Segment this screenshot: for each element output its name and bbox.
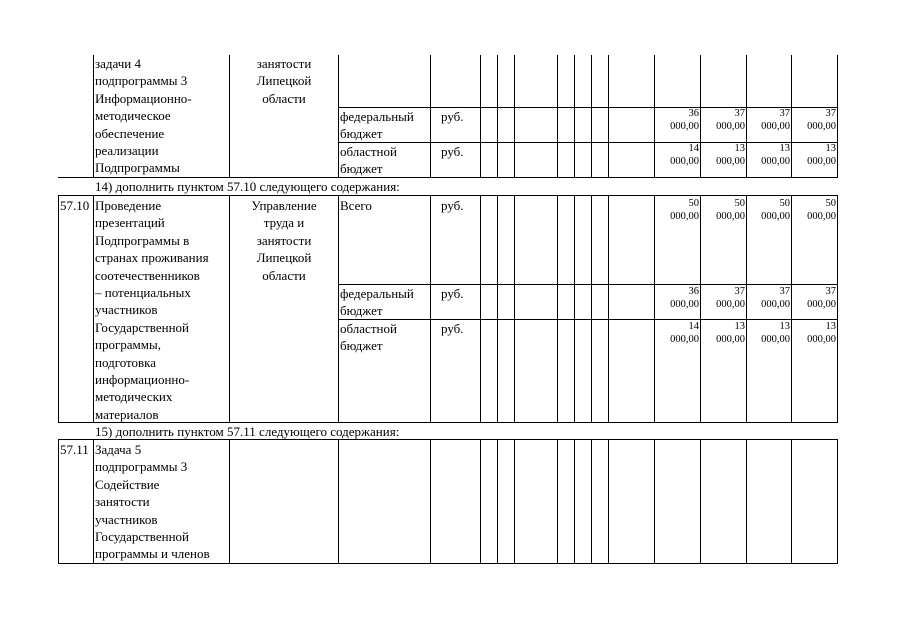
grid-line bbox=[338, 55, 339, 178]
executor-line: занятости bbox=[256, 232, 312, 248]
value-cell: 50 bbox=[779, 198, 790, 209]
grid-line bbox=[700, 55, 701, 178]
grid-line bbox=[338, 107, 838, 108]
value-cell: 36 bbox=[688, 286, 699, 297]
grid-line bbox=[514, 55, 515, 178]
value-cell: 37 bbox=[734, 108, 745, 119]
grid-line bbox=[746, 55, 747, 178]
grid-line bbox=[58, 195, 59, 423]
task-name-line: подпрограммы 3 bbox=[95, 459, 188, 475]
item-number: 57.10 bbox=[60, 198, 90, 213]
grid-line bbox=[497, 55, 498, 178]
grid-line bbox=[93, 439, 94, 564]
value-cell: 13 bbox=[779, 143, 790, 154]
grid-line bbox=[229, 55, 230, 178]
grid-line bbox=[608, 55, 609, 178]
funding-source: бюджет bbox=[340, 338, 383, 354]
value-cell: 000,00 bbox=[670, 121, 699, 132]
funding-source: областной bbox=[340, 321, 397, 336]
grid-line bbox=[654, 195, 655, 423]
executor-line: Управление bbox=[251, 198, 317, 213]
task-name-line: методическое bbox=[95, 108, 171, 124]
value-cell: 000,00 bbox=[761, 299, 790, 310]
unit-cell: руб. bbox=[441, 321, 464, 336]
task-name-line: Задача 5 bbox=[95, 442, 142, 457]
value-cell: 13 bbox=[734, 321, 745, 332]
funding-source: областной bbox=[340, 144, 397, 159]
task-name-line: подпрограммы 3 bbox=[95, 73, 188, 89]
value-cell: 37 bbox=[825, 286, 836, 297]
funding-source: Всего bbox=[340, 198, 372, 213]
unit-cell: руб. bbox=[441, 286, 464, 301]
value-cell: 000,00 bbox=[716, 156, 745, 167]
grid-line bbox=[654, 55, 655, 178]
value-cell: 000,00 bbox=[716, 334, 745, 345]
value-cell: 14 bbox=[688, 143, 699, 154]
grid-line bbox=[497, 195, 498, 423]
task-name-line: подготовка bbox=[95, 354, 157, 370]
value-cell: 14 bbox=[688, 321, 699, 332]
executor-line: труда и bbox=[263, 215, 305, 231]
value-cell: 000,00 bbox=[716, 211, 745, 222]
grid-line bbox=[58, 195, 838, 196]
task-name-line: задачи 4 bbox=[95, 56, 142, 71]
grid-line bbox=[58, 439, 838, 440]
task-name-line: программы, bbox=[95, 337, 161, 353]
grid-line bbox=[93, 195, 94, 423]
executor-line: Липецкой bbox=[256, 250, 312, 266]
grid-line bbox=[591, 195, 592, 423]
grid-line bbox=[557, 195, 558, 423]
grid-line bbox=[791, 439, 792, 564]
grid-line bbox=[338, 319, 838, 320]
task-name-line: обеспечение bbox=[95, 125, 165, 141]
grid-line bbox=[837, 55, 838, 178]
task-name-line: странах проживания bbox=[95, 250, 209, 266]
grid-line bbox=[746, 439, 747, 564]
grid-line bbox=[480, 439, 481, 564]
value-cell: 000,00 bbox=[761, 211, 790, 222]
value-cell: 37 bbox=[734, 286, 745, 297]
grid-line bbox=[574, 439, 575, 564]
task-name-line: программы и членов bbox=[95, 546, 210, 562]
value-cell: 000,00 bbox=[761, 156, 790, 167]
task-name-line: презентаций bbox=[95, 215, 165, 231]
grid-line bbox=[608, 195, 609, 423]
value-cell: 000,00 bbox=[807, 334, 836, 345]
grid-line bbox=[574, 55, 575, 178]
task-name-line: участников bbox=[95, 302, 158, 318]
grid-line bbox=[557, 55, 558, 178]
value-cell: 000,00 bbox=[716, 299, 745, 310]
grid-line bbox=[837, 195, 838, 423]
value-cell: 000,00 bbox=[670, 334, 699, 345]
value-cell: 13 bbox=[779, 321, 790, 332]
grid-line bbox=[654, 439, 655, 564]
grid-line bbox=[430, 195, 431, 423]
value-cell: 000,00 bbox=[807, 211, 836, 222]
task-name-line: Государственной bbox=[95, 529, 190, 544]
item-number: 57.11 bbox=[60, 442, 89, 457]
unit-cell: руб. bbox=[441, 198, 464, 213]
value-cell: 000,00 bbox=[807, 121, 836, 132]
task-name-line: методических bbox=[95, 389, 173, 405]
task-name-line: Содействие bbox=[95, 476, 160, 492]
grid-line bbox=[58, 422, 838, 423]
grid-line bbox=[58, 439, 59, 564]
grid-line bbox=[338, 142, 838, 143]
task-name-line: занятости bbox=[95, 494, 150, 510]
grid-line bbox=[557, 439, 558, 564]
value-cell: 000,00 bbox=[670, 156, 699, 167]
value-cell: 000,00 bbox=[761, 334, 790, 345]
grid-line bbox=[480, 55, 481, 178]
task-name-line: соотечественников bbox=[95, 267, 200, 283]
grid-line bbox=[700, 439, 701, 564]
funding-source: бюджет bbox=[340, 303, 383, 319]
value-cell: 36 bbox=[688, 108, 699, 119]
task-name-line: реализации bbox=[95, 143, 159, 158]
funding-source: бюджет bbox=[340, 126, 383, 142]
grid-line bbox=[746, 195, 747, 423]
funding-source: федеральный bbox=[340, 286, 414, 301]
task-name-line: информационно- bbox=[95, 372, 190, 387]
grid-line bbox=[58, 177, 838, 178]
grid-line bbox=[700, 195, 701, 423]
executor-line: занятости bbox=[256, 56, 312, 71]
task-name-line: материалов bbox=[95, 406, 159, 422]
grid-line bbox=[791, 195, 792, 423]
task-name-line: участников bbox=[95, 511, 158, 527]
task-name-line: Информационно- bbox=[95, 90, 192, 106]
executor-line: области bbox=[262, 267, 306, 283]
grid-line bbox=[608, 439, 609, 564]
value-cell: 37 bbox=[779, 286, 790, 297]
task-name-line: – потенциальных bbox=[95, 285, 191, 300]
unit-cell: руб. bbox=[441, 144, 464, 159]
funding-source: бюджет bbox=[340, 161, 383, 177]
grid-line bbox=[229, 439, 230, 564]
unit-cell: руб. bbox=[441, 109, 464, 124]
executor-line: области bbox=[262, 90, 306, 106]
value-cell: 000,00 bbox=[670, 299, 699, 310]
value-cell: 13 bbox=[825, 321, 836, 332]
grid-line bbox=[93, 55, 94, 178]
value-cell: 000,00 bbox=[807, 156, 836, 167]
value-cell: 50 bbox=[734, 198, 745, 209]
value-cell: 000,00 bbox=[670, 211, 699, 222]
task-name-line: Подпрограммы bbox=[95, 160, 180, 176]
grid-line bbox=[514, 439, 515, 564]
task-name-line: Подпрограммы в bbox=[95, 232, 190, 248]
grid-line bbox=[591, 439, 592, 564]
value-cell: 13 bbox=[825, 143, 836, 154]
executor-line: Липецкой bbox=[256, 73, 312, 89]
grid-line bbox=[574, 195, 575, 423]
grid-line bbox=[591, 55, 592, 178]
task-name-line: Государственной bbox=[95, 319, 190, 335]
grid-line bbox=[58, 563, 838, 564]
grid-line bbox=[430, 439, 431, 564]
value-cell: 13 bbox=[734, 143, 745, 154]
amendment-instruction: 15) дополнить пунктом 57.11 следующего содержания: bbox=[95, 424, 400, 439]
value-cell: 50 bbox=[688, 198, 699, 209]
grid-line bbox=[229, 195, 230, 423]
grid-line bbox=[480, 195, 481, 423]
value-cell: 50 bbox=[825, 198, 836, 209]
value-cell: 000,00 bbox=[807, 299, 836, 310]
grid-line bbox=[497, 439, 498, 564]
grid-line bbox=[338, 284, 838, 285]
value-cell: 000,00 bbox=[716, 121, 745, 132]
value-cell: 000,00 bbox=[761, 121, 790, 132]
grid-line bbox=[338, 195, 339, 423]
value-cell: 37 bbox=[825, 108, 836, 119]
amendment-instruction: 14) дополнить пунктом 57.10 следующего содержания: bbox=[95, 179, 400, 194]
grid-line bbox=[338, 439, 339, 564]
grid-line bbox=[791, 55, 792, 178]
funding-source: федеральный bbox=[340, 109, 414, 124]
value-cell: 37 bbox=[779, 108, 790, 119]
grid-line bbox=[837, 439, 838, 564]
task-name-line: Проведение bbox=[95, 198, 162, 213]
grid-line bbox=[430, 55, 431, 178]
grid-line bbox=[514, 195, 515, 423]
